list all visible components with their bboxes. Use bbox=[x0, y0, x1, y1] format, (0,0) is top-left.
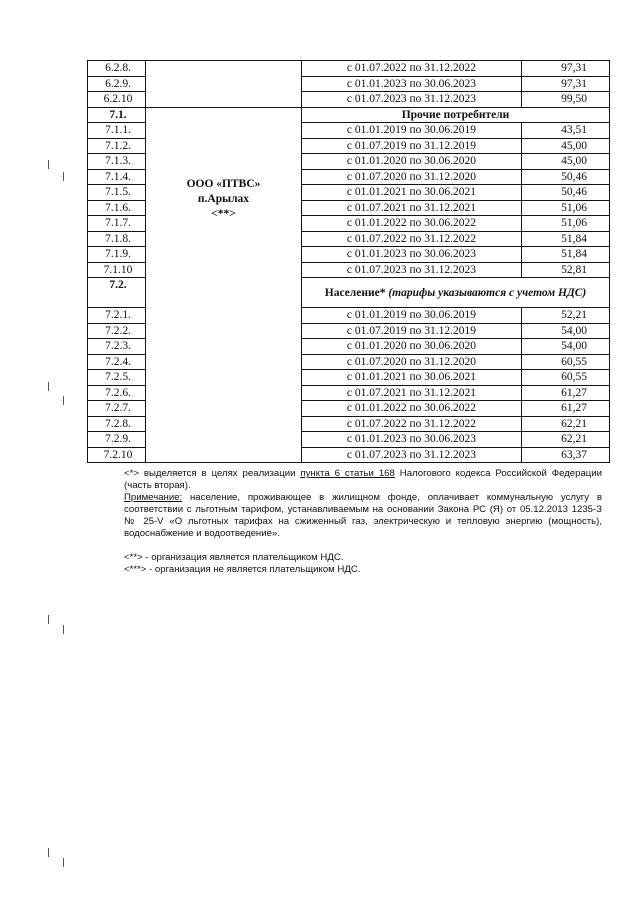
row-number: 7.2.8. bbox=[88, 416, 146, 432]
row-number: 6.2.8. bbox=[88, 61, 146, 77]
row-number: 7.1.3. bbox=[88, 154, 146, 170]
scan-mark bbox=[48, 160, 49, 169]
row-tariff: 50,46 bbox=[522, 185, 610, 201]
row-tariff: 97,31 bbox=[522, 61, 610, 77]
row-period: с 01.07.2023 по 31.12.2023 bbox=[302, 447, 522, 463]
row-number: 7.1.6. bbox=[88, 200, 146, 216]
row-tariff: 54,00 bbox=[522, 323, 610, 339]
row-number: 7.2.2. bbox=[88, 323, 146, 339]
footnote-vat-payer: <**> - организация является плательщиком НДС. bbox=[124, 552, 344, 563]
row-number: 7.1.2. bbox=[88, 138, 146, 154]
row-tariff: 43,51 bbox=[522, 123, 610, 139]
table-row bbox=[88, 61, 610, 77]
row-number: 7.2.6. bbox=[88, 385, 146, 401]
row-tariff: 61,27 bbox=[522, 385, 610, 401]
row-number: 7.2.5. bbox=[88, 370, 146, 386]
footnote-vat-suffix: Налогового кодекса Российской Федерации (часть вторая). bbox=[124, 468, 603, 491]
row-period: с 01.01.2019 по 30.06.2019 bbox=[302, 308, 522, 324]
row-tariff: 52,21 bbox=[522, 308, 610, 324]
row-number: 7.1.8. bbox=[88, 231, 146, 247]
footnote-vat-prefix: <*> выделяется в целях реализации bbox=[124, 468, 301, 479]
row-number: 7.2.7. bbox=[88, 401, 146, 417]
row-number: 7.1.4. bbox=[88, 169, 146, 185]
row-number: 6.2.10 bbox=[88, 92, 146, 108]
scan-mark bbox=[63, 625, 64, 634]
row-period: с 01.07.2020 по 31.12.2020 bbox=[302, 354, 522, 370]
row-tariff: 54,00 bbox=[522, 339, 610, 355]
row-number: 7.2.9. bbox=[88, 432, 146, 448]
row-number: 7.2.10 bbox=[88, 447, 146, 463]
row-period: с 01.07.2019 по 31.12.2019 bbox=[302, 323, 522, 339]
row-period: с 01.07.2020 по 31.12.2020 bbox=[302, 169, 522, 185]
section-heading-italic: (тарифы указываются с учетом НДС) bbox=[388, 286, 587, 299]
row-period: с 01.01.2023 по 30.06.2023 bbox=[302, 432, 522, 448]
organization-cell bbox=[146, 107, 302, 463]
scan-mark bbox=[63, 396, 64, 405]
row-period: с 01.01.2022 по 30.06.2022 bbox=[302, 401, 522, 417]
row-number: 7.2.4. bbox=[88, 354, 146, 370]
row-period: с 01.01.2023 по 30.06.2023 bbox=[302, 76, 522, 92]
row-number: 7.1.10 bbox=[88, 262, 146, 278]
tariff-table bbox=[87, 60, 610, 463]
row-tariff: 45,00 bbox=[522, 138, 610, 154]
row-tariff: 60,55 bbox=[522, 354, 610, 370]
note-label: Примечание: bbox=[124, 492, 183, 503]
row-period: с 01.01.2020 по 30.06.2020 bbox=[302, 154, 522, 170]
row-tariff: 63,37 bbox=[522, 447, 610, 463]
row-period: с 01.07.2022 по 31.12.2022 bbox=[302, 61, 522, 77]
scan-mark bbox=[48, 382, 49, 391]
row-period: с 01.01.2023 по 30.06.2023 bbox=[302, 247, 522, 263]
footnote-vat-nonpayer: <***> - организация не является плательщиком НДС. bbox=[124, 564, 361, 575]
scan-mark bbox=[63, 172, 64, 181]
row-tariff: 62,21 bbox=[522, 432, 610, 448]
row-tariff: 62,21 bbox=[522, 416, 610, 432]
row-tariff: 61,27 bbox=[522, 401, 610, 417]
row-tariff: 51,06 bbox=[522, 216, 610, 232]
section-number: 7.2. bbox=[88, 278, 146, 308]
row-period: с 01.07.2023 по 31.12.2023 bbox=[302, 92, 522, 108]
row-period: с 01.01.2021 по 30.06.2021 bbox=[302, 370, 522, 386]
row-period: с 01.07.2021 по 31.12.2021 bbox=[302, 385, 522, 401]
section-heading: Прочие потребители bbox=[302, 107, 610, 123]
row-number: 7.1.5. bbox=[88, 185, 146, 201]
row-period: с 01.07.2022 по 31.12.2022 bbox=[302, 416, 522, 432]
row-number: 7.2.3. bbox=[88, 339, 146, 355]
footnotes bbox=[124, 468, 602, 576]
row-tariff: 60,55 bbox=[522, 370, 610, 386]
footnote-note bbox=[124, 492, 602, 540]
scan-mark bbox=[48, 848, 49, 857]
org-location: п.Арылах bbox=[197, 193, 250, 206]
row-number: 7.2.1. bbox=[88, 308, 146, 324]
row-tariff: 51,06 bbox=[522, 200, 610, 216]
row-number: 7.1.1. bbox=[88, 123, 146, 139]
org-name: ООО «ПТВС» bbox=[186, 178, 261, 191]
note-text: население, проживающее в жилищном фонде, оплачивает коммунальную услугу в соответствии с льготным тарифом, устанавливаемым на основании Закона РС (Я) от 05.12.2013 1235-З № 25-V «О льготных тарифах на сжиженный газ, электрическую и тепловую энергию (мощность), водоснабжение и водоотведение». bbox=[124, 492, 602, 539]
row-number: 7.1.9. bbox=[88, 247, 146, 263]
row-tariff: 97,31 bbox=[522, 76, 610, 92]
org-cell-continued bbox=[146, 61, 302, 108]
row-period: с 01.01.2022 по 30.06.2022 bbox=[302, 216, 522, 232]
row-tariff: 45,00 bbox=[522, 154, 610, 170]
row-period: с 01.01.2021 по 30.06.2021 bbox=[302, 185, 522, 201]
row-period: с 01.01.2020 по 30.06.2020 bbox=[302, 339, 522, 355]
scan-mark bbox=[63, 858, 64, 867]
footnote-vat bbox=[124, 468, 602, 492]
row-number: 6.2.9. bbox=[88, 76, 146, 92]
row-period: с 01.01.2019 по 30.06.2019 bbox=[302, 123, 522, 139]
row-tariff: 50,46 bbox=[522, 169, 610, 185]
scan-mark bbox=[48, 615, 49, 624]
row-tariff: 52,81 bbox=[522, 262, 610, 278]
row-period: с 01.07.2022 по 31.12.2022 bbox=[302, 231, 522, 247]
row-period: с 01.07.2023 по 31.12.2023 bbox=[302, 262, 522, 278]
row-period: с 01.07.2019 по 31.12.2019 bbox=[302, 138, 522, 154]
row-number: 7.1.7. bbox=[88, 216, 146, 232]
row-tariff: 99,50 bbox=[522, 92, 610, 108]
section-heading bbox=[302, 278, 610, 308]
org-vat-mark: <**> bbox=[211, 208, 236, 221]
section-heading-bold: Население* bbox=[324, 286, 386, 299]
row-period: с 01.07.2021 по 31.12.2021 bbox=[302, 200, 522, 216]
row-tariff: 51,84 bbox=[522, 231, 610, 247]
row-tariff: 51,84 bbox=[522, 247, 610, 263]
section-heading-row bbox=[88, 107, 610, 123]
tax-code-article-link[interactable]: пункта 6 статьи 168 bbox=[300, 468, 395, 479]
section-number: 7.1. bbox=[88, 107, 146, 123]
